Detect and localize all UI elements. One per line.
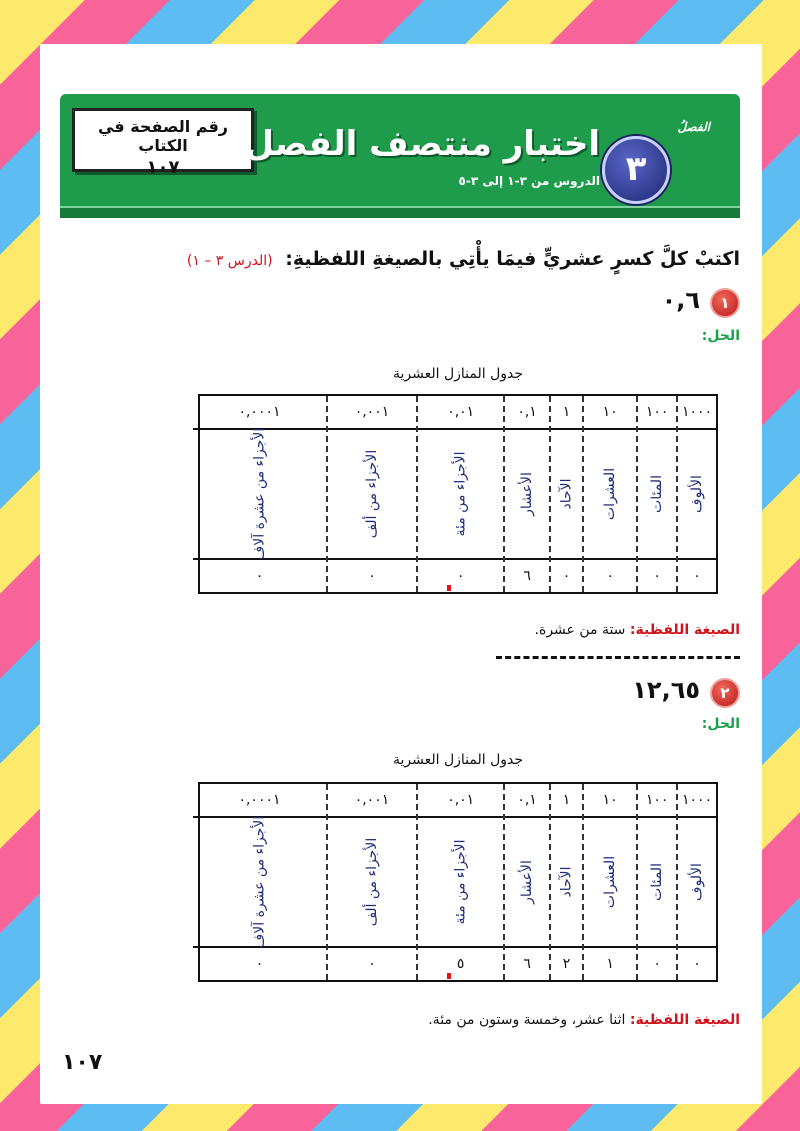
- place-name: المئات: [649, 475, 666, 513]
- column-ones: [549, 396, 582, 592]
- place-name-cell: [678, 430, 716, 560]
- digit-cell: ٥: [456, 956, 465, 972]
- place-name: المئات: [649, 863, 666, 901]
- place-name: الألوف: [689, 863, 706, 901]
- place-name-cell: [418, 818, 503, 948]
- column-thousandths: [326, 784, 416, 980]
- place-name: الأعشار: [519, 472, 536, 516]
- column-hundreds: [636, 396, 676, 592]
- place-name-cell: [418, 430, 503, 560]
- place-name: الأجزاء من عشرة آلاف: [251, 815, 268, 949]
- digit-cell: ٠: [368, 568, 376, 584]
- column-ten-thousandths: [193, 784, 326, 980]
- header-cell: ١٠٠٠: [678, 784, 716, 818]
- place-name: الألوف: [689, 475, 706, 513]
- word-form-label: الصيغة اللفظية:: [629, 622, 740, 638]
- place-name: الأجزاء من مئة: [452, 451, 469, 537]
- decimal-point-mark: [447, 585, 451, 591]
- chapter-number-badge: ٣: [602, 136, 670, 204]
- header-cell: ٠,٠١: [418, 396, 503, 430]
- place-name: الآحاد: [558, 866, 575, 898]
- question-2-solution-label: الحل:: [701, 716, 740, 732]
- column-thousands: [676, 784, 716, 980]
- place-name-cell: [584, 818, 636, 948]
- column-tenths: [503, 784, 549, 980]
- digit-cell: ٠: [456, 568, 465, 584]
- column-thousandths: [326, 396, 416, 592]
- place-value-table-1: [198, 394, 718, 594]
- place-name: الأجزاء من مئة: [452, 839, 469, 925]
- place-name: الأجزاء من ألف: [363, 837, 380, 927]
- place-name-cell: [328, 430, 416, 560]
- place-name-cell: [328, 818, 416, 948]
- place-name: الأجزاء من ألف: [363, 449, 380, 539]
- header-cell: ١٠٠: [638, 784, 676, 818]
- column-ten-thousandths: [193, 396, 326, 592]
- column-tenths: [503, 396, 549, 592]
- question-1-solution-label: الحل:: [701, 328, 740, 344]
- place-name-cell: [505, 818, 549, 948]
- header-cell: ١٠٠: [638, 396, 676, 430]
- header-cell: ١٠: [584, 784, 636, 818]
- place-name-cell: [505, 430, 549, 560]
- question-1-badge: ١: [710, 288, 740, 318]
- place-name-cell: [584, 430, 636, 560]
- place-value-table-2: [198, 782, 718, 982]
- chapter-banner: [60, 94, 740, 218]
- page-reference-number: ١٠٧: [146, 157, 180, 178]
- header-cell: ٠,١: [505, 396, 549, 430]
- exercise-instruction: [187, 248, 740, 270]
- header-cell: ١: [551, 784, 582, 818]
- digit-cell: ٠: [368, 956, 376, 972]
- digit-cell: ١: [606, 956, 614, 972]
- place-name-cell: [638, 430, 676, 560]
- column-thousands: [676, 396, 716, 592]
- header-cell: ١: [551, 396, 582, 430]
- digit-cell: ٠: [653, 568, 661, 584]
- question-1-table-title: جدول المنازل العشرية: [392, 366, 524, 382]
- question-1-number: ٠,٦: [661, 286, 700, 314]
- instruction-text: اكتبْ كلَّ كسرٍ عشريٍّ فيمَا يأْتِي بالصيغةِ اللفظيةِ:: [285, 248, 740, 270]
- place-name-cell: [551, 430, 582, 560]
- word-form-text: اثنا عشر، وخمسة وستون من مئة.: [428, 1012, 626, 1028]
- digit-cell: ٠: [693, 956, 701, 972]
- banner-stripe: [60, 206, 740, 218]
- digit-cell: ٠: [562, 568, 571, 584]
- place-name-cell: [193, 815, 326, 949]
- question-1-word-form: [535, 622, 740, 638]
- column-ones: [549, 784, 582, 980]
- chapter-word: الفصلُ: [677, 120, 710, 134]
- lessons-subtitle: الدروس من ٣-١ إلى ٣-٥: [458, 174, 600, 188]
- header-cell: ٠,٠٠٠١: [193, 784, 326, 818]
- column-tens: [582, 784, 636, 980]
- place-name: الأجزاء من عشرة آلاف: [251, 427, 268, 561]
- header-cell: ٠,٠١: [418, 784, 503, 818]
- page-reference-box: [72, 108, 254, 178]
- digit-cell: ٦: [523, 956, 531, 972]
- place-name: العشرات: [602, 467, 619, 521]
- place-name: الآحاد: [558, 478, 575, 510]
- word-form-text: ستة من عشرة.: [534, 622, 626, 638]
- page-title: اختبار منتصف الفصل: [244, 124, 600, 164]
- section-divider: [496, 656, 740, 659]
- place-name: الأعشار: [519, 860, 536, 904]
- header-cell: ٠,٠٠١: [328, 396, 416, 430]
- digit-cell: ٠: [693, 568, 701, 584]
- place-name-cell: [193, 427, 326, 561]
- column-hundreds: [636, 784, 676, 980]
- place-name-cell: [638, 818, 676, 948]
- question-2-badge: ٢: [710, 678, 740, 708]
- digit-cell: ٠: [606, 568, 614, 584]
- column-hundredths: [416, 396, 503, 592]
- digit-cell: ٠: [255, 956, 264, 972]
- digit-cell: ٠: [255, 568, 264, 584]
- page-number: ١٠٧: [62, 1050, 103, 1075]
- decimal-point-mark: [447, 973, 451, 979]
- digit-cell: ٢: [562, 956, 571, 972]
- digit-cell: ٦: [523, 568, 531, 584]
- header-cell: ١٠: [584, 396, 636, 430]
- place-name-cell: [551, 818, 582, 948]
- lesson-reference: (الدرس ٣ – ١): [186, 253, 273, 269]
- header-cell: ٠,٠٠١: [328, 784, 416, 818]
- place-name-cell: [678, 818, 716, 948]
- word-form-label: الصيغة اللفظية:: [629, 1012, 740, 1028]
- header-cell: ٠,٠٠٠١: [193, 396, 326, 430]
- page-reference-label: رقم الصفحة في الكتاب: [97, 117, 229, 155]
- question-2-table-title: جدول المنازل العشرية: [392, 752, 524, 768]
- column-hundredths: [416, 784, 503, 980]
- header-cell: ٠,١: [505, 784, 549, 818]
- digit-cell: ٠: [653, 956, 661, 972]
- question-2-word-form: [428, 1012, 740, 1028]
- question-2-number: ١٢,٦٥: [632, 676, 700, 704]
- place-name: العشرات: [602, 855, 619, 909]
- header-cell: ١٠٠٠: [678, 396, 716, 430]
- column-tens: [582, 396, 636, 592]
